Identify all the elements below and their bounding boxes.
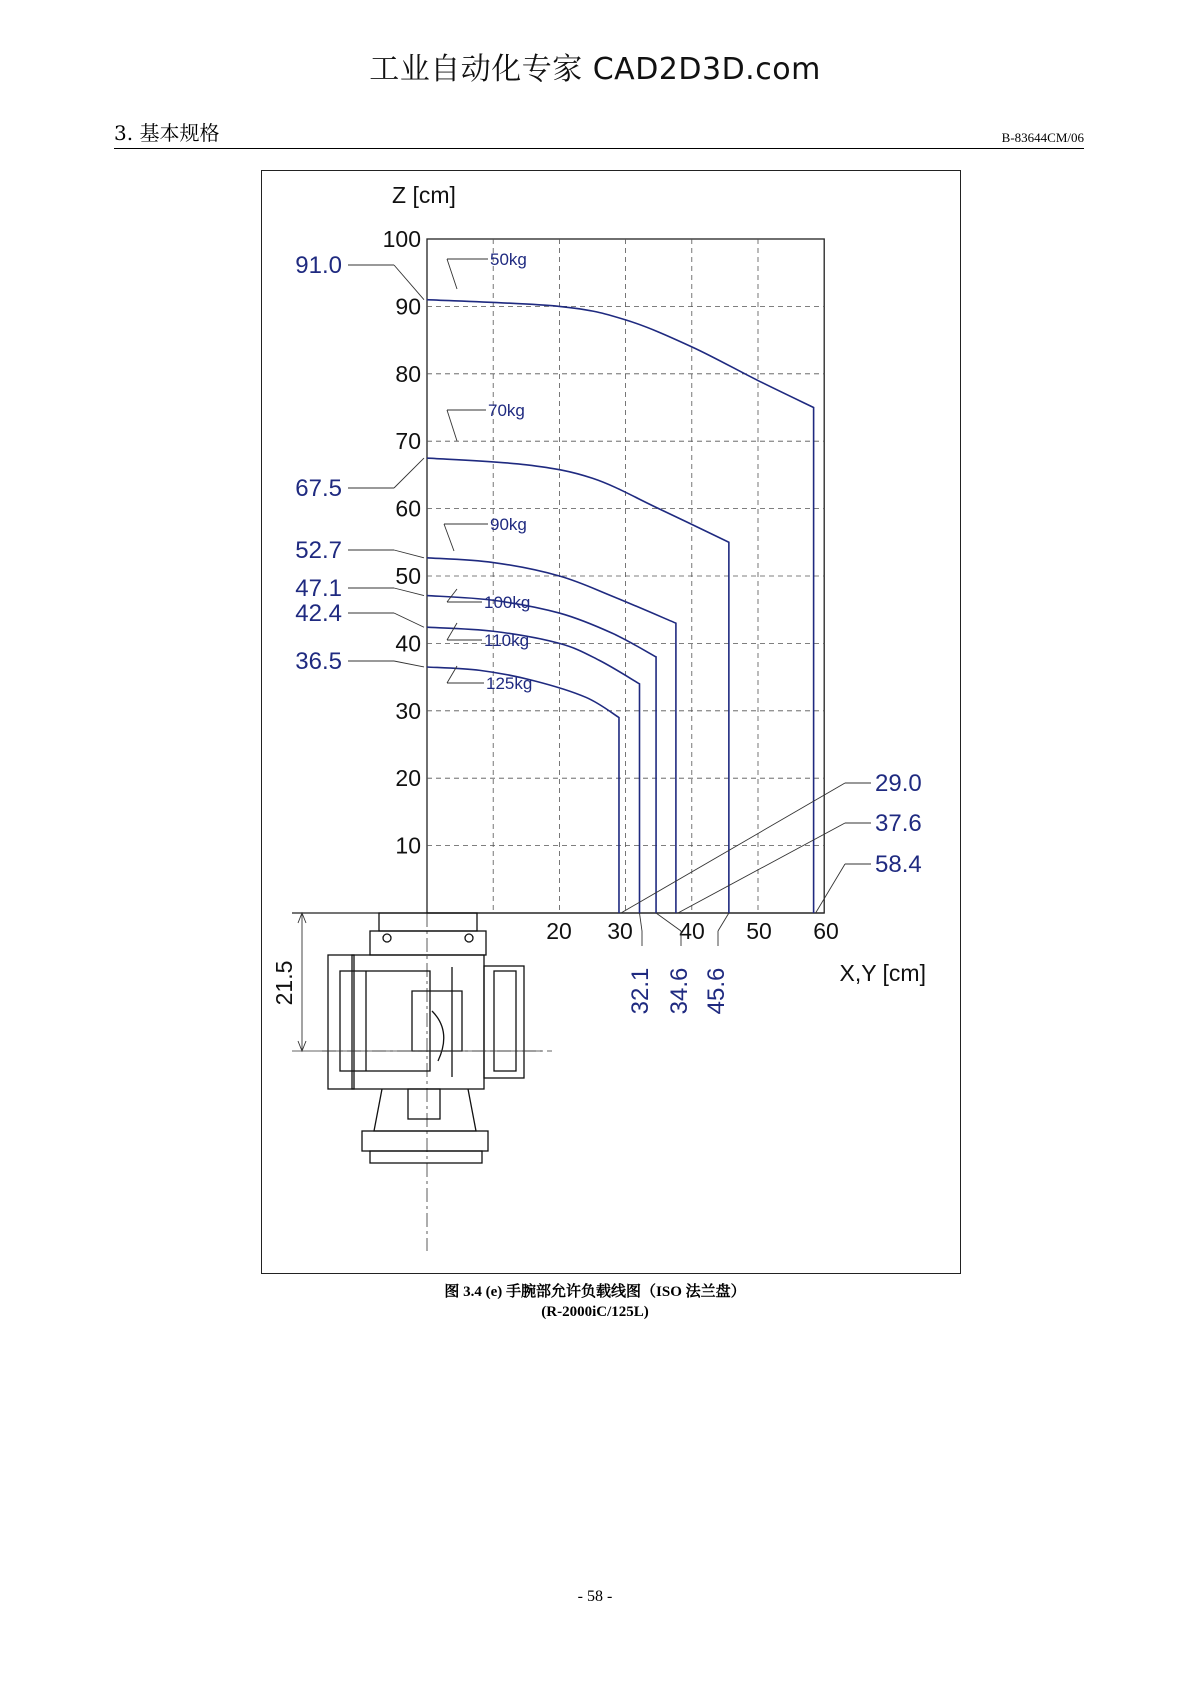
y-tick-label: 80	[395, 360, 421, 387]
wrist-part	[374, 1089, 476, 1131]
wrist-part	[465, 934, 473, 942]
y-tick-label: 30	[395, 697, 421, 724]
x-tick-label: 60	[813, 918, 839, 944]
wrist-part	[379, 913, 477, 931]
y-tick-label: 90	[395, 293, 421, 320]
figure-model: (R-2000iC/125L)	[541, 1304, 649, 1320]
y-tick-label: 50	[395, 563, 421, 589]
leader-arrow	[718, 913, 729, 931]
leader-arrow	[394, 550, 424, 558]
x-axis-label: X,Y [cm]	[839, 960, 926, 986]
flange-offset-dimension	[271, 913, 542, 1051]
section-title: 3. 基本规格	[114, 121, 220, 145]
leader-arrow	[394, 458, 424, 488]
document-number: B-83644CM/06	[1001, 130, 1084, 145]
wrist-part	[383, 934, 391, 942]
leader-arrow	[394, 588, 424, 596]
load-label-110kg	[447, 623, 529, 650]
y-tick-label: 40	[395, 630, 421, 657]
y-tick-label: 60	[395, 495, 421, 522]
leader-arrow	[816, 864, 845, 913]
z-max-value: 42.4	[295, 600, 342, 627]
reach-value: 45.6	[703, 967, 730, 1015]
watermark-title: 工业自动化专家 CAD2D3D.com	[369, 52, 821, 87]
leader-arrow	[394, 613, 424, 627]
leader-arrow	[621, 783, 845, 913]
curve-110kg	[427, 627, 640, 913]
reach-label-45.6	[703, 913, 730, 1014]
load-label-text: 110kg	[484, 631, 530, 650]
load-label-text: 100kg	[484, 593, 531, 612]
z-max-value: 52.7	[295, 537, 342, 564]
figure-caption: 图 3.4 (e) 手腕部允许负载线图（ISO 法兰盘）	[444, 1284, 746, 1300]
leader-arrow	[640, 913, 642, 931]
load-label-text: 70kg	[488, 401, 525, 420]
z-max-label-110kg	[295, 600, 424, 627]
reach-label-29.0	[621, 770, 922, 913]
reach-value: 29.0	[875, 770, 922, 797]
reach-value: 32.1	[627, 967, 654, 1015]
figure-frame	[261, 170, 961, 1274]
load-label-text: 50kg	[490, 250, 527, 269]
page-header	[114, 118, 1084, 149]
leader-arrow	[447, 410, 457, 441]
load-label-90kg	[444, 515, 527, 551]
y-tick-label: 100	[382, 226, 421, 252]
wrist-part	[328, 955, 354, 1089]
wrist-part	[484, 966, 524, 1078]
wrist-part	[352, 955, 484, 1089]
curve-125kg	[427, 667, 619, 913]
wrist-part	[412, 991, 462, 1051]
leader-arrow	[656, 913, 681, 931]
x-tick-label: 30	[607, 918, 633, 944]
x-tick-label: 50	[746, 918, 772, 944]
z-max-value: 67.5	[295, 475, 342, 502]
leader-arrow	[444, 524, 454, 551]
y-tick-label: 20	[395, 765, 421, 792]
wrist-part	[432, 1011, 444, 1061]
load-label-125kg	[447, 666, 532, 693]
reach-label-58.4	[816, 851, 922, 913]
load-label-text: 90kg	[490, 515, 527, 534]
z-max-value: 91.0	[295, 252, 342, 279]
z-max-value: 36.5	[295, 648, 342, 675]
load-label-text: 125kg	[486, 674, 533, 693]
leader-arrow	[394, 661, 424, 667]
wrist-part	[494, 971, 516, 1071]
leader-arrow	[678, 823, 845, 913]
load-label-50kg	[447, 250, 527, 289]
leader-arrow	[447, 623, 457, 640]
reach-value: 34.6	[666, 967, 693, 1015]
grid-layer	[292, 239, 824, 1251]
wrist-drawing	[322, 913, 552, 1163]
page-number: - 58 -	[577, 1588, 613, 1605]
wrist-part	[370, 1151, 482, 1163]
wrist-part	[362, 1131, 488, 1151]
y-tick-label: 10	[395, 832, 421, 859]
leader-arrow	[447, 259, 457, 289]
y-axis-label: Z [cm]	[392, 182, 456, 208]
flange-offset-value: 21.5	[271, 960, 297, 1006]
curve-70kg	[427, 458, 729, 913]
reach-value: 37.6	[875, 810, 922, 837]
x-tick-label: 40	[679, 918, 705, 944]
leader-arrow	[447, 589, 457, 602]
y-tick-label: 70	[395, 428, 421, 455]
reach-value: 58.4	[875, 851, 922, 878]
z-max-label-90kg	[295, 537, 424, 564]
z-max-value: 47.1	[295, 575, 342, 602]
load-label-100kg	[447, 589, 530, 612]
curve-100kg	[427, 596, 656, 913]
wrist-part	[408, 1089, 440, 1119]
x-tick-label: 20	[546, 918, 572, 944]
load-diagram	[262, 171, 960, 1273]
load-label-70kg	[447, 401, 525, 441]
